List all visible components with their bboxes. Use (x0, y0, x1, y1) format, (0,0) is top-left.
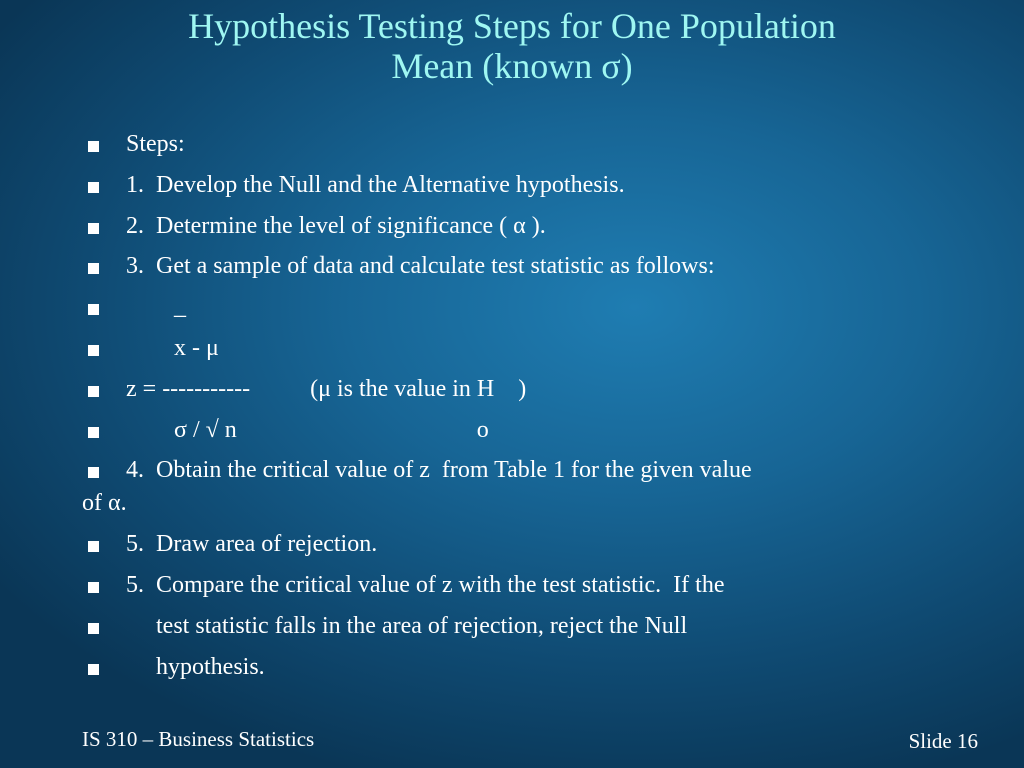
formula-denominator: σ / √ n o (126, 416, 489, 443)
bullet-text: 1. Develop the Null and the Alternative hypothesis. (126, 171, 625, 198)
square-bullet-icon (88, 223, 99, 234)
square-bullet-icon (88, 304, 99, 315)
bullet-item (82, 414, 952, 447)
square-bullet-icon (88, 141, 99, 152)
bullet-text: 2. Determine the level of significance ( α ). (126, 212, 546, 239)
bullet-item (82, 569, 952, 602)
formula-numerator: x - μ (126, 334, 219, 361)
bullet-item (82, 210, 952, 243)
bullet-item (82, 651, 952, 684)
bullet-item (82, 250, 952, 283)
bullet-item (82, 610, 952, 643)
bullet-text: 5. Draw area of rejection. (126, 531, 378, 558)
square-bullet-icon (88, 427, 99, 438)
bullet-text: 3. Get a sample of data and calculate test statistic as follows: (126, 253, 715, 280)
square-bullet-icon (88, 345, 99, 356)
slide-title-line-2: Mean (known σ) (391, 46, 633, 86)
bullet-text (82, 454, 952, 520)
bullet-item (82, 528, 952, 561)
bullet-item (82, 291, 952, 324)
bullet-text-line-2: of α. (82, 490, 127, 517)
bullet-list (82, 128, 952, 691)
slide-title-line-1: Hypothesis Testing Steps for One Population (188, 6, 836, 46)
bullet-text-line-1: 4. Obtain the critical value of z from Table 1 for the given value (126, 457, 752, 484)
square-bullet-icon (88, 664, 99, 675)
formula-fraction-line: z = ----------- (μ is the value in H ) (126, 375, 527, 402)
bullet-item (82, 373, 952, 406)
slide-label: Slide (908, 729, 952, 753)
square-bullet-icon (88, 182, 99, 193)
slide-number: 16 (957, 729, 978, 753)
square-bullet-icon (88, 263, 99, 274)
bullet-text: hypothesis. (126, 653, 265, 680)
bullet-item (82, 169, 952, 202)
formula-bar-line: _ (126, 294, 186, 321)
square-bullet-icon (88, 386, 99, 397)
bullet-text: Steps: (126, 131, 185, 157)
slide-title (60, 6, 964, 86)
bullet-item (82, 332, 952, 365)
square-bullet-icon (88, 623, 99, 634)
bullet-item (82, 128, 952, 161)
bullet-item (82, 454, 952, 520)
bullet-text: 5. Compare the critical value of z with the test statistic. If the (126, 571, 725, 598)
footer-course: IS 310 – Business Statistics (82, 727, 315, 751)
square-bullet-icon (88, 467, 99, 478)
footer-slide-number (909, 729, 978, 754)
bullet-text: test statistic falls in the area of rejection, reject the Null (126, 612, 688, 639)
square-bullet-icon (88, 582, 99, 593)
square-bullet-icon (88, 541, 99, 552)
